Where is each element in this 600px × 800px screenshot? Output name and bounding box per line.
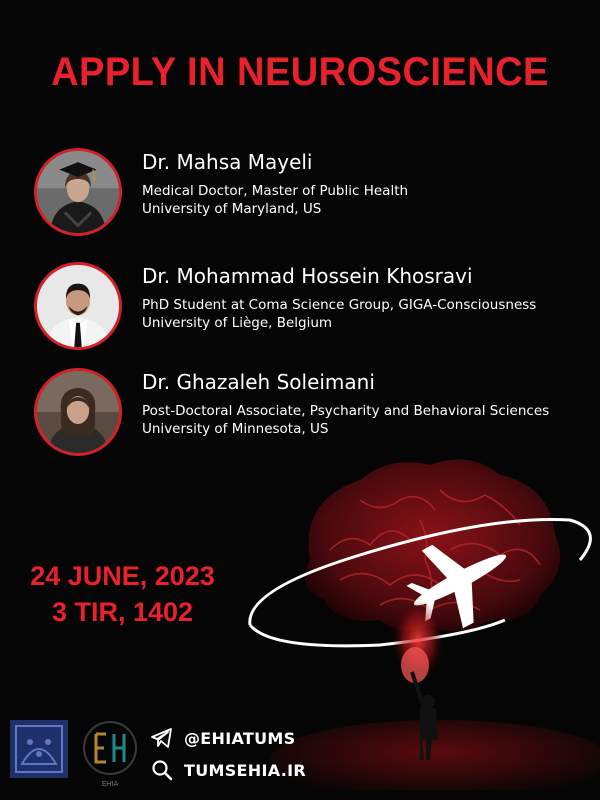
speaker-name-1: Dr. Mahsa Mayeli <box>142 150 313 174</box>
speaker-photo-3 <box>34 368 122 456</box>
logos-group <box>10 720 142 790</box>
website-url: TUMSEHIA.IR <box>184 760 306 780</box>
university-crest-icon <box>10 720 68 778</box>
speaker-affiliation-1: University of Maryland, US <box>142 201 322 217</box>
speaker-card-1 <box>34 148 594 243</box>
speaker-photo-2 <box>34 262 122 350</box>
search-icon <box>150 758 174 782</box>
speaker-role-2: PhD Student at Coma Science Group, GIGA-Consciousness <box>142 297 537 313</box>
date-persian: 3 TIR, 1402 <box>51 597 194 627</box>
event-dates <box>0 558 245 630</box>
telegram-handle: @EHIATUMS <box>184 728 296 748</box>
contact-info <box>150 722 306 786</box>
speaker-affiliation-3: University of Minnesota, US <box>142 421 329 437</box>
speaker-role-3: Post-Doctoral Associate, Psycharity and Behavioral Sciences <box>142 403 550 419</box>
ehia-logo-icon <box>84 722 136 788</box>
graduate-portrait-icon <box>37 151 119 233</box>
date-gregorian: 24 JUNE, 2023 <box>30 561 215 591</box>
organization-logos <box>10 720 142 794</box>
speaker-name-3: Dr. Ghazaleh Soleimani <box>142 370 375 394</box>
speaker-name-2: Dr. Mohammad Hossein Khosravi <box>142 264 473 288</box>
speaker-card-2 <box>34 262 594 357</box>
telegram-contact[interactable] <box>150 722 306 754</box>
man-portrait-icon <box>37 265 119 347</box>
woman-portrait-icon <box>37 371 119 453</box>
ehia-caption: EHIA <box>101 780 119 788</box>
website-contact[interactable] <box>150 754 306 786</box>
speaker-affiliation-2: University of Liège, Belgium <box>142 315 333 331</box>
poster-title: APPLY IN NEUROSCIENCE <box>51 50 549 94</box>
speaker-role-1: Medical Doctor, Master of Public Health <box>142 183 409 199</box>
speaker-photo-1 <box>34 148 122 236</box>
telegram-icon <box>150 726 174 750</box>
